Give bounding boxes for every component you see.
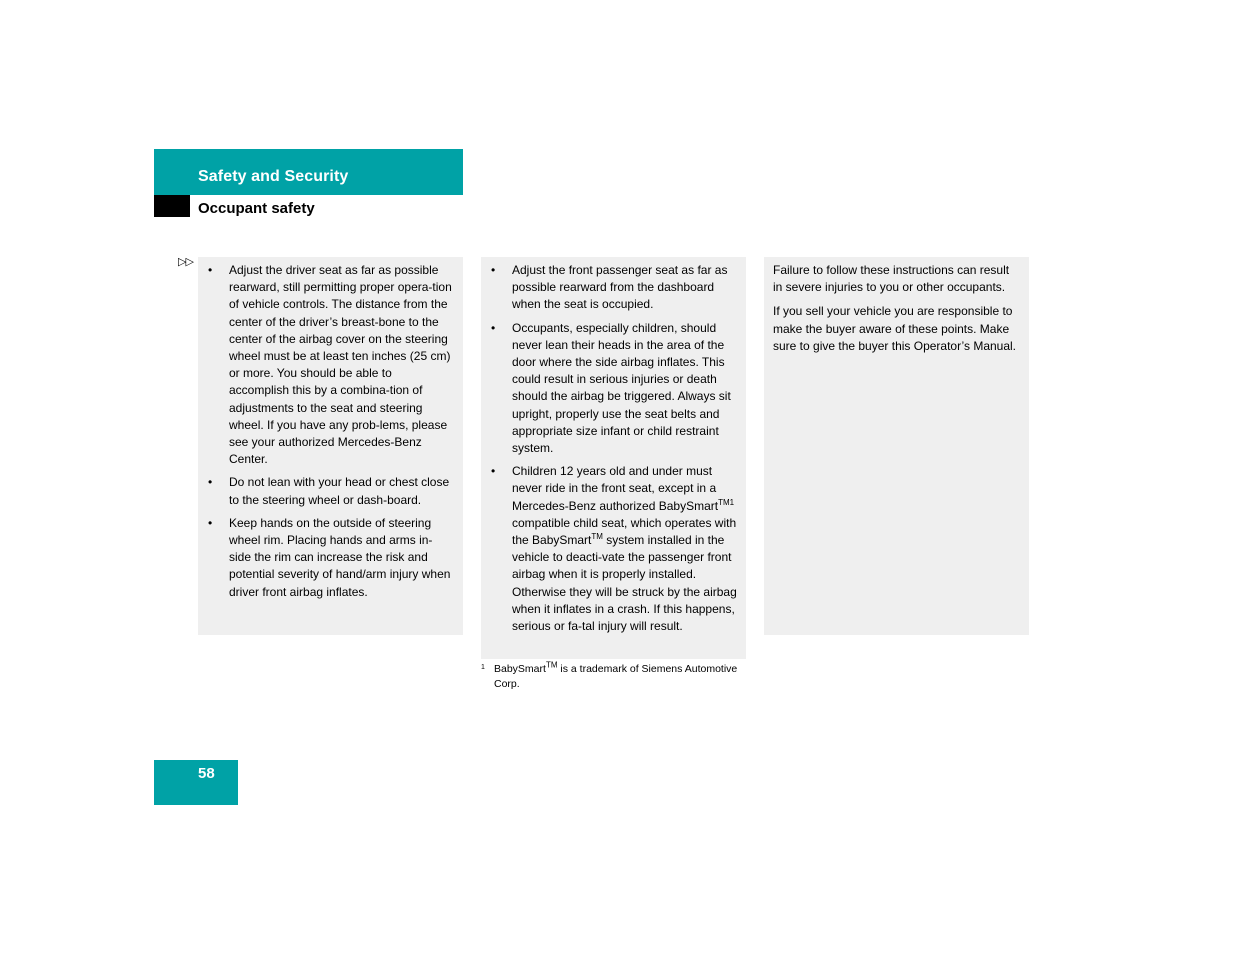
column-2-panel [481, 257, 746, 659]
bullet-icon: • [491, 464, 496, 479]
bullet-icon: • [491, 263, 496, 277]
column-2-bullet-list [490, 262, 738, 635]
footnote-text [494, 662, 744, 692]
trademark-superscript: TM [591, 532, 603, 542]
list-item [207, 474, 453, 508]
list-item [490, 463, 738, 635]
bullet-text: Occupants, especially children, should never lean their heads in the area of the door where the side airbag inflates. This could result in serious injuries or death should the airbag be triggered. Always sit upright, properly use the seat belts and appropriate size infant or child restraint system. [512, 320, 731, 456]
bullet-text: Adjust the driver seat as far as possible rearward, still permitting proper opera-tion of vehicle controls. The distance from the center of the driver’s breast-bone to the center of the airbag cover on the steering wheel must be at least ten inches (25 cm) or more. You should be able to accomplish this by a combina-tion of adjustments to the seat and steering wheel. If you have any prob-lems, please see your authorized Mercedes-Benz Center. [229, 263, 452, 467]
bullet-text: Keep hands on the outside of steering wheel rim. Placing hands and arms in-side the rim can increase the risk and potential severity of hand/arm injury when driver front airbag inflates. [229, 515, 451, 599]
bullet-icon: • [208, 475, 213, 490]
list-item [207, 515, 453, 601]
subsection-marker [154, 195, 190, 217]
continued-arrows-icon: ▷▷ [178, 256, 193, 268]
bullet-icon: • [208, 263, 213, 277]
page-number-box [154, 760, 238, 805]
footnote-text-part: is a trademark of Siemens Automotive Corp. [494, 663, 738, 690]
subsection-title: Occupant safety [198, 200, 315, 217]
list-item [207, 262, 453, 468]
section-title: Safety and Security [198, 168, 349, 185]
list-item [490, 320, 738, 458]
warning-paragraph: Failure to follow these instructions can result in severe injuries to you or other occupants. [773, 263, 1010, 295]
bullet-text: Adjust the front passenger seat as far as possible rearward from the dashboard when the seat is occupied. [512, 263, 728, 312]
bullet-text-part: system installed in the vehicle to deacti-vate the passenger front airbag when it is properly installed. Otherwise they will be struck by the airbag when it inflates in a crash. If this happens, serious or fa-tal injury will result. [512, 533, 737, 634]
bullet-text-part: Children 12 years old and under must never ride in the front seat, except in a Mercedes-Benz authorized BabySmart [512, 464, 719, 513]
column-1-panel [198, 257, 463, 635]
bullet-text-part: compatible child seat, which operates with the BabySmart [512, 515, 737, 548]
list-item [490, 262, 738, 314]
bullet-icon: • [208, 515, 213, 530]
trademark-superscript: TM [545, 660, 558, 670]
trademark-superscript: TM1 [718, 497, 735, 507]
footnote-text-part: BabySmart [494, 663, 546, 675]
column-3-panel [764, 257, 1029, 635]
footnote-mark: 1 [481, 664, 485, 671]
bullet-icon: • [491, 320, 496, 335]
page-number: 58 [198, 765, 215, 782]
bullet-text: Do not lean with your head or chest close to the steering wheel or dash-board. [229, 475, 450, 507]
column-1-bullet-list [207, 262, 453, 601]
warning-paragraph: If you sell your vehicle you are responsible to make the buyer aware of these points. Make sure to give the buyer this Operator’s Manual. [773, 304, 1017, 353]
